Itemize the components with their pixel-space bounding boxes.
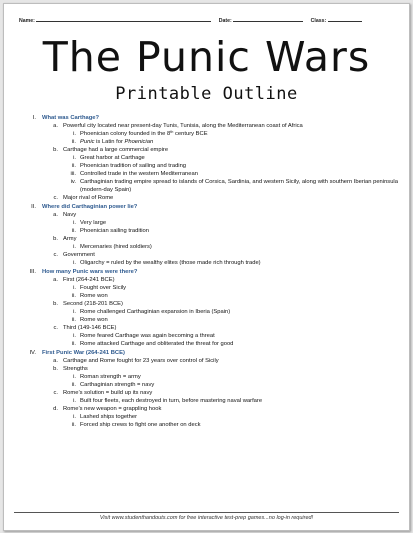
outline-text	[42, 269, 137, 275]
outline-marker: d.	[53, 406, 58, 412]
outline-text-main: Oligarchy = ruled by the wealthy elites (those made rich through trade)	[80, 260, 261, 266]
outline-item	[16, 389, 403, 397]
outline-text-main: First (264-241 BCE)	[63, 277, 115, 283]
outline-text	[63, 406, 161, 412]
outline-text-main: Strengths	[63, 366, 88, 372]
outline-marker: I.	[32, 115, 36, 121]
outline-marker: ii.	[71, 317, 76, 323]
outline-text	[80, 131, 208, 137]
date-line	[233, 16, 303, 22]
outline-text	[80, 244, 152, 250]
outline-item	[16, 243, 403, 251]
outline-item	[16, 349, 403, 357]
name-line	[36, 16, 211, 22]
outline-marker: i.	[73, 309, 76, 315]
outline-item	[16, 138, 403, 146]
outline-text	[63, 358, 219, 364]
outline-item	[16, 146, 403, 154]
outline-item	[16, 268, 403, 276]
outline-text-main: Great harbor at Carthage	[80, 155, 145, 161]
outline-item	[16, 365, 403, 373]
outline-text	[80, 293, 108, 299]
outline-text-main: Carthage and Rome fought for 23 years over control of Sicily	[63, 358, 219, 364]
outline-item	[16, 203, 403, 211]
outline-text	[42, 115, 99, 121]
ordinal-suffix: th	[170, 130, 174, 134]
outline-marker: IV.	[29, 350, 36, 356]
outline-text-main: Carthaginian strength = navy	[80, 382, 155, 388]
outline-text-main: Phoenician tradition of sailing and trading	[80, 163, 187, 169]
outline-item	[16, 235, 403, 243]
outline-marker: ii.	[71, 228, 76, 234]
outline-text	[63, 212, 76, 218]
outline-item	[16, 308, 403, 316]
outline-marker: ii.	[71, 422, 76, 428]
outline-text-main: Rome feared Carthage was again becoming a threat	[80, 333, 215, 339]
outline-text	[63, 147, 168, 153]
outline-text-main: Powerful city located near present-day Tunis, Tunisia, along the Mediterranean coast of Africa	[63, 123, 303, 129]
outline-item	[16, 154, 403, 162]
outline-marker: II.	[31, 204, 36, 210]
outline-italic-term: Phoenician	[124, 139, 154, 145]
outline-item	[16, 316, 403, 324]
outline-marker: i.	[73, 244, 76, 250]
outline-marker: b.	[53, 301, 58, 307]
outline-text	[63, 236, 77, 242]
outline-item	[16, 332, 403, 340]
outline-item	[16, 284, 403, 292]
outline-text	[63, 123, 303, 129]
outline-text-main: First Punic War (264-241 BCE)	[42, 350, 125, 356]
outline-text	[80, 309, 230, 315]
outline-item	[16, 340, 403, 348]
class-line	[328, 16, 362, 22]
outline-text-main: Rome attacked Carthage and obliterated the threat for good	[80, 341, 234, 347]
outline-text	[63, 390, 152, 396]
outline-text-main: Rome won	[80, 293, 108, 299]
outline-text-main: is Latin for	[94, 139, 125, 145]
outline-item	[16, 194, 403, 202]
outline-item	[16, 122, 403, 130]
outline-text	[80, 178, 403, 194]
outline-item	[16, 162, 403, 170]
outline-marker: b.	[53, 147, 58, 153]
outline-text-main: What was Carthage?	[42, 115, 100, 121]
footer-note: Visit www.studenthandouts.com for free interactive test-prep games...no log-in required!	[14, 512, 399, 521]
name-label: Name:	[19, 18, 35, 24]
outline-text	[80, 139, 153, 145]
outline-marker: i.	[73, 260, 76, 266]
outline-item	[16, 251, 403, 259]
outline-marker: b.	[53, 366, 58, 372]
outline-text-main: Controlled trade in the western Mediterranean	[80, 171, 198, 177]
outline-text-main: Fought over Sicily	[80, 285, 127, 291]
outline-text-main: Roman strength = army	[80, 374, 141, 380]
outline-text-main: How many Punic wars were there?	[42, 269, 138, 275]
outline-text-main: Carthaginian trading empire spread to islands of Corsica, Sardinia, and western Sicily, along with southern Iberian peninsula (modern-day Spain)	[80, 179, 398, 193]
outline-text-main: Carthage had a large commercial empire	[63, 147, 169, 153]
outline-text	[80, 382, 154, 388]
outline-text	[80, 260, 261, 266]
outline-text-main: Mercenaries (hired soldiers)	[80, 244, 152, 250]
outline-text-main: Built four fleets, each destroyed in turn, before mastering naval warfare	[80, 398, 263, 404]
outline-text-main: Government	[63, 252, 95, 258]
header-fields	[19, 16, 401, 24]
outline-text	[80, 341, 233, 347]
outline-text-main: Lashed ships together	[80, 414, 138, 420]
outline-item	[16, 300, 403, 308]
outline-text	[63, 366, 88, 372]
outline-text	[80, 333, 215, 339]
outline-text-main: Where did Carthaginian power lie?	[42, 204, 138, 210]
outline-marker: b.	[53, 236, 58, 242]
outline-text-main: Second (218-201 BCE)	[63, 301, 123, 307]
outline-text	[80, 374, 141, 380]
outline-text	[80, 422, 201, 428]
outline-item	[16, 219, 403, 227]
outline-marker: i.	[73, 155, 76, 161]
outline-text-main: Rome’s solution = build up its navy	[63, 390, 153, 396]
outline-item	[16, 397, 403, 405]
outline-text-main: Phoenician colony founded in the 8	[80, 131, 171, 137]
outline-marker: c.	[53, 252, 58, 258]
outline-marker: i.	[73, 220, 76, 226]
outline-marker: i.	[73, 398, 76, 404]
outline-marker: c.	[53, 325, 58, 331]
outline-text-main: Third (149-146 BCE)	[63, 325, 117, 331]
outline-text-tail: century BCE	[173, 131, 208, 137]
outline-marker: i.	[73, 285, 76, 291]
outline-marker: a.	[53, 212, 58, 218]
outline-item	[16, 292, 403, 300]
outline-item	[16, 130, 403, 138]
outline-text	[80, 414, 137, 420]
outline-marker: ii.	[71, 293, 76, 299]
page-title: The Punic Wars	[42, 33, 371, 81]
outline-item	[16, 178, 403, 194]
outline-marker: ii.	[71, 382, 76, 388]
outline-marker: a.	[53, 277, 58, 283]
outline-text	[42, 204, 137, 210]
outline-item	[16, 114, 403, 122]
outline-text	[80, 398, 262, 404]
outline-marker: a.	[53, 123, 58, 129]
outline-text-main: Navy	[63, 212, 77, 218]
outline-item	[16, 381, 403, 389]
outline-marker: a.	[53, 358, 58, 364]
outline-text	[80, 228, 149, 234]
outline-item	[16, 373, 403, 381]
outline-text	[80, 171, 198, 177]
outline-text	[63, 325, 116, 331]
outline-text-main: Very large	[80, 220, 107, 226]
outline-item	[16, 227, 403, 235]
outline-marker: i.	[73, 414, 76, 420]
outline-text-main: Rome challenged Carthaginian expansion in Iberia (Spain)	[80, 309, 231, 315]
outline-marker: i.	[73, 333, 76, 339]
outline-item	[16, 357, 403, 365]
outline-item	[16, 211, 403, 219]
outline-item	[16, 324, 403, 332]
outline-text	[80, 155, 145, 161]
outline-text	[80, 317, 108, 323]
outline-item	[16, 413, 403, 421]
outline-item	[16, 276, 403, 284]
outline-marker: iii.	[70, 171, 76, 177]
outline-item	[16, 259, 403, 267]
outline-text-main: Army	[63, 236, 77, 242]
outline-text-main: Major rival of Rome	[63, 195, 114, 201]
date-label: Date:	[218, 18, 232, 24]
outline-item	[16, 421, 403, 429]
outline-marker: iv.	[70, 179, 76, 185]
outline-item	[16, 170, 403, 178]
outline-text-main: Rome’s new weapon = grappling hook	[63, 406, 162, 412]
outline-text	[80, 163, 186, 169]
outline-item	[16, 405, 403, 413]
outline-text	[63, 252, 95, 258]
outline-text-main: Rome won	[80, 317, 108, 323]
outline-italic-term: Punic	[80, 139, 95, 145]
outline-marker: i.	[73, 131, 76, 137]
outline-text	[63, 195, 113, 201]
class-label: Class:	[310, 18, 327, 24]
outline-marker: ii.	[71, 139, 76, 145]
outline-marker: ii.	[71, 341, 76, 347]
outline-list	[16, 113, 403, 429]
outline-text	[80, 220, 106, 226]
outline-marker: ii.	[71, 163, 76, 169]
outline-text-main: Phoenician sailing tradition	[80, 228, 149, 234]
outline-text	[80, 285, 126, 291]
outline-text	[63, 301, 123, 307]
outline-marker: c.	[53, 390, 58, 396]
outline-text-main: Forced ship crews to fight one another on deck	[80, 422, 201, 428]
outline-marker: i.	[73, 374, 76, 380]
outline-marker: c.	[53, 195, 58, 201]
outline-marker: III.	[29, 269, 36, 275]
outline-text	[63, 277, 115, 283]
worksheet-page	[3, 3, 410, 531]
outline-text	[42, 350, 125, 356]
page-subtitle: Printable Outline	[115, 84, 298, 104]
